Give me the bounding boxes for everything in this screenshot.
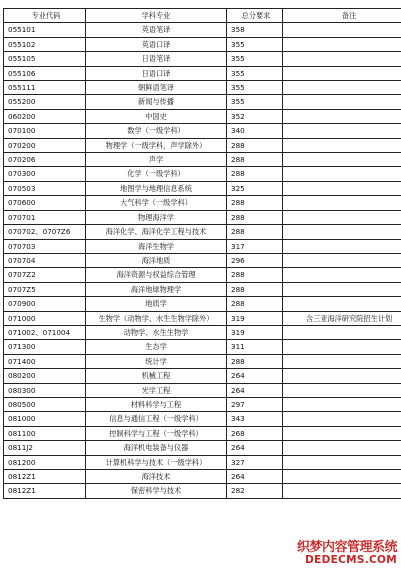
cell-note [283, 225, 401, 239]
cell-code: 0812Z1 [4, 470, 86, 484]
cell-note [283, 354, 401, 368]
table-row [4, 138, 401, 152]
cell-major: 新闻与传播 [86, 95, 227, 109]
cell-note [283, 66, 401, 80]
cell-score: 288 [227, 225, 283, 239]
header-major: 学科专业 [86, 9, 227, 23]
table-row [4, 37, 401, 51]
cell-major: 英语口译 [86, 37, 227, 51]
table-row [4, 383, 401, 397]
cell-code: 080300 [4, 383, 86, 397]
cell-score: 319 [227, 325, 283, 339]
cell-note [283, 37, 401, 51]
cell-major: 海洋资源与权益综合管理 [86, 268, 227, 282]
cell-score: 288 [227, 196, 283, 210]
cell-note [283, 239, 401, 253]
cell-score: 327 [227, 455, 283, 469]
cell-score: 264 [227, 470, 283, 484]
cell-score: 340 [227, 124, 283, 138]
cell-score: 319 [227, 311, 283, 325]
cell-note [283, 282, 401, 296]
cell-score: 343 [227, 412, 283, 426]
cell-note [283, 181, 401, 195]
cell-major: 海洋机电装备与仪器 [86, 441, 227, 455]
cell-code: 080200 [4, 369, 86, 383]
cell-code: 071000 [4, 311, 86, 325]
cell-score: 288 [227, 268, 283, 282]
table-row [4, 253, 401, 267]
cell-note [283, 210, 401, 224]
cell-code: 070703 [4, 239, 86, 253]
cell-code: 070600 [4, 196, 86, 210]
cell-major: 动物学、水生生物学 [86, 325, 227, 339]
cell-score: 288 [227, 282, 283, 296]
cell-code: 055101 [4, 23, 86, 37]
table-row [4, 81, 401, 95]
table-row [4, 225, 401, 239]
header-score: 总分要求 [227, 9, 283, 23]
cell-score: 288 [227, 153, 283, 167]
watermark [297, 541, 397, 566]
cell-score: 288 [227, 297, 283, 311]
cell-code: 070701 [4, 210, 86, 224]
cell-major: 海洋生物学 [86, 239, 227, 253]
cell-score: 268 [227, 426, 283, 440]
cell-major: 光学工程 [86, 383, 227, 397]
cell-score: 288 [227, 138, 283, 152]
cell-score: 355 [227, 95, 283, 109]
admission-score-table [3, 8, 401, 499]
table-row [4, 455, 401, 469]
cell-major: 机械工程 [86, 369, 227, 383]
cell-code: 070200 [4, 138, 86, 152]
cell-code: 081200 [4, 455, 86, 469]
cell-code: 081100 [4, 426, 86, 440]
cell-note [283, 340, 401, 354]
cell-score: 296 [227, 253, 283, 267]
table-row [4, 282, 401, 296]
cell-code: 0812Z1 [4, 484, 86, 498]
table-row [4, 52, 401, 66]
cell-code: 055106 [4, 66, 86, 80]
table-row [4, 196, 401, 210]
table-row [4, 23, 401, 37]
cell-code: 055111 [4, 81, 86, 95]
table-row [4, 311, 401, 325]
table-row [4, 297, 401, 311]
table-row [4, 397, 401, 411]
table-row [4, 354, 401, 368]
table-row [4, 239, 401, 253]
cell-score: 264 [227, 383, 283, 397]
cell-note [283, 23, 401, 37]
cell-major: 化学（一级学科） [86, 167, 227, 181]
cell-note [283, 253, 401, 267]
cell-score: 288 [227, 167, 283, 181]
cell-major: 海洋化学、海洋化学工程与技术 [86, 225, 227, 239]
cell-score: 264 [227, 369, 283, 383]
table-row [4, 268, 401, 282]
cell-major: 地质学 [86, 297, 227, 311]
cell-code: 070503 [4, 181, 86, 195]
cell-code: 070900 [4, 297, 86, 311]
cell-score: 317 [227, 239, 283, 253]
cell-note [283, 109, 401, 123]
cell-score: 288 [227, 210, 283, 224]
cell-note [283, 196, 401, 210]
table-row [4, 124, 401, 138]
cell-major: 生物学（动物学、水生生物学除外） [86, 311, 227, 325]
cell-code: 081000 [4, 412, 86, 426]
cell-score: 288 [227, 354, 283, 368]
cell-score: 264 [227, 441, 283, 455]
cell-note [283, 383, 401, 397]
cell-score: 358 [227, 23, 283, 37]
cell-score: 355 [227, 52, 283, 66]
table-row [4, 210, 401, 224]
cell-note [283, 268, 401, 282]
table-row [4, 153, 401, 167]
cell-major: 材料科学与工程 [86, 397, 227, 411]
cell-major: 信息与通信工程（一级学科） [86, 412, 227, 426]
cell-code: 071002、071004 [4, 325, 86, 339]
table-row [4, 470, 401, 484]
cell-code: 071300 [4, 340, 86, 354]
table-row [4, 95, 401, 109]
cell-code: 055102 [4, 37, 86, 51]
cell-note [283, 397, 401, 411]
cell-note [283, 412, 401, 426]
cell-major: 海洋地质 [86, 253, 227, 267]
cell-major: 物理海洋学 [86, 210, 227, 224]
cell-major: 海洋地球物理学 [86, 282, 227, 296]
cell-code: 055105 [4, 52, 86, 66]
table-row [4, 181, 401, 195]
table-row [4, 484, 401, 498]
cell-code: 080500 [4, 397, 86, 411]
cell-score: 311 [227, 340, 283, 354]
cell-note [283, 484, 401, 498]
table-row [4, 412, 401, 426]
cell-note [283, 426, 401, 440]
cell-code: 071400 [4, 354, 86, 368]
cell-major: 地图学与地理信息系统 [86, 181, 227, 195]
cell-major: 物理学（一级学科，声学除外） [86, 138, 227, 152]
cell-code: 070704 [4, 253, 86, 267]
table-row [4, 340, 401, 354]
cell-note [283, 153, 401, 167]
cell-major: 数学（一级学科） [86, 124, 227, 138]
table-row [4, 66, 401, 80]
cell-note [283, 455, 401, 469]
cell-note [283, 124, 401, 138]
cell-code: 060200 [4, 109, 86, 123]
header-note: 备注 [283, 9, 401, 23]
cell-code: 070702、0707Z6 [4, 225, 86, 239]
table-row [4, 325, 401, 339]
cell-code: 070100 [4, 124, 86, 138]
cell-note [283, 325, 401, 339]
cell-major: 控制科学与工程（一级学科） [86, 426, 227, 440]
cell-score: 355 [227, 66, 283, 80]
cell-note [283, 81, 401, 95]
cell-code: 070206 [4, 153, 86, 167]
cell-score: 352 [227, 109, 283, 123]
cell-note [283, 138, 401, 152]
table-row [4, 109, 401, 123]
cell-major: 统计学 [86, 354, 227, 368]
cell-major: 朝鲜语笔译 [86, 81, 227, 95]
cell-major: 日语口译 [86, 66, 227, 80]
cell-score: 297 [227, 397, 283, 411]
watermark-cn: 织梦内容管理系统 [296, 540, 397, 556]
table-header-row [4, 9, 401, 23]
cell-note [283, 297, 401, 311]
cell-major: 日语笔译 [86, 52, 227, 66]
cell-code: 0811J2 [4, 441, 86, 455]
cell-score: 355 [227, 37, 283, 51]
cell-major: 大气科学（一级学科） [86, 196, 227, 210]
table-row [4, 426, 401, 440]
cell-note [283, 167, 401, 181]
table-row [4, 441, 401, 455]
cell-major: 生态学 [86, 340, 227, 354]
cell-major: 计算机科学与技术（一级学科） [86, 455, 227, 469]
table-row [4, 167, 401, 181]
cell-code: 070300 [4, 167, 86, 181]
cell-code: 0707Z5 [4, 282, 86, 296]
cell-major: 海洋技术 [86, 470, 227, 484]
header-code: 专业代码 [4, 9, 86, 23]
cell-major: 保密科学与技术 [86, 484, 227, 498]
cell-major: 英语笔译 [86, 23, 227, 37]
table-body [4, 23, 401, 498]
watermark-en: DEDECMS.COM [305, 553, 397, 566]
cell-note: 含三亚海洋研究院招生计划 [283, 311, 401, 325]
cell-code: 0707Z2 [4, 268, 86, 282]
cell-note [283, 369, 401, 383]
cell-note [283, 470, 401, 484]
cell-code: 055200 [4, 95, 86, 109]
cell-score: 282 [227, 484, 283, 498]
cell-note [283, 441, 401, 455]
cell-note [283, 95, 401, 109]
cell-major: 声学 [86, 153, 227, 167]
cell-score: 325 [227, 181, 283, 195]
cell-score: 355 [227, 81, 283, 95]
cell-major: 中国史 [86, 109, 227, 123]
cell-note [283, 52, 401, 66]
table-row [4, 369, 401, 383]
